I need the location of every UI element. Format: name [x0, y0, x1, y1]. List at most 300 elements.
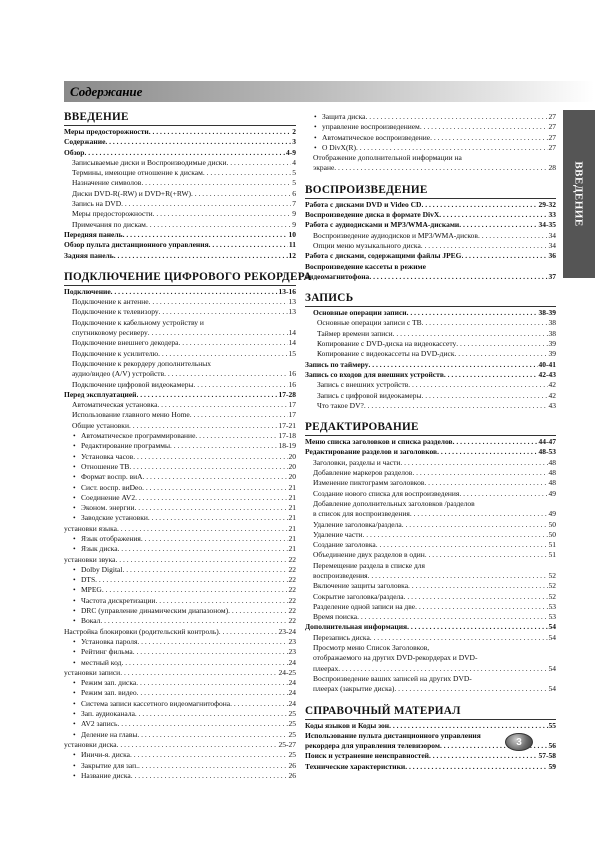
dot-leader: [429, 751, 538, 761]
toc-entry[interactable]: [64, 483, 296, 493]
toc-entry[interactable]: [305, 499, 556, 509]
toc-entry[interactable]: [305, 401, 556, 411]
toc-entry-page: 27: [548, 112, 556, 121]
toc-entry-page: 20: [288, 472, 296, 482]
toc-entry-page: 5: [292, 168, 296, 178]
toc-entry[interactable]: [305, 762, 556, 772]
toc-entry[interactable]: [64, 740, 296, 750]
toc-entry-page: 17-28: [278, 389, 296, 399]
toc-entry-page: 4-9: [286, 147, 296, 157]
toc-entry[interactable]: [64, 390, 296, 400]
toc-entry-page: 24: [288, 678, 296, 688]
toc-entry[interactable]: [64, 127, 296, 137]
toc-entry[interactable]: [305, 153, 556, 163]
toc-entry[interactable]: [64, 637, 296, 647]
toc-entry[interactable]: [64, 761, 296, 771]
toc-entry-title: Диски DVD-R(-RW) и DVD+R(+RW): [72, 188, 192, 198]
toc-entry[interactable]: [305, 581, 556, 591]
toc-entry[interactable]: [64, 441, 296, 451]
toc-entry-page: 17-18: [278, 431, 296, 441]
toc-entry[interactable]: [64, 318, 296, 328]
toc-entry[interactable]: [64, 380, 296, 390]
dot-leader: [133, 647, 288, 657]
toc-entry[interactable]: [305, 272, 556, 282]
toc-entry[interactable]: [305, 380, 556, 390]
toc-entry-page: 25: [288, 709, 296, 719]
toc-entry-title: • Сист. воспр. виDeo: [82, 483, 142, 493]
toc-entry[interactable]: [305, 489, 556, 499]
toc-entry-page: 36: [548, 251, 556, 261]
toc-entry[interactable]: [64, 137, 296, 147]
toc-entry[interactable]: [305, 437, 556, 447]
toc-entry-page: 52: [548, 581, 556, 591]
toc-left-column: [64, 111, 312, 781]
toc-entry[interactable]: [64, 400, 296, 410]
toc-entry-title: установки диска: [64, 739, 117, 749]
toc-entry[interactable]: [64, 616, 296, 626]
toc-entry-title: воспроизведения: [313, 570, 368, 580]
toc-entry-page: 44-47: [538, 437, 556, 447]
toc-entry-title: • Режим зап. диска: [82, 678, 136, 688]
dot-leader: [421, 241, 548, 251]
toc-entry-page: 20: [288, 461, 296, 471]
toc-entry-title: Разделение одной записи на две: [313, 601, 416, 611]
toc-entry[interactable]: [64, 503, 296, 513]
toc-entry[interactable]: [305, 540, 556, 550]
dot-leader: [402, 520, 548, 530]
toc-entry-title: • Автоматическое программирование: [82, 431, 195, 441]
toc-entry-page: 6: [292, 188, 296, 198]
toc-entry[interactable]: [64, 431, 296, 441]
toc-entry-title: • Закрытие для зап.: [82, 761, 138, 771]
dot-leader: [459, 489, 547, 499]
toc-entry[interactable]: [305, 633, 556, 643]
dot-leader: [135, 709, 288, 719]
toc-entry-page: 34: [548, 230, 556, 240]
dot-leader: [114, 251, 288, 261]
toc-entry-title: установки звука: [64, 554, 116, 564]
toc-entry-page: 54: [548, 622, 556, 632]
toc-entry[interactable]: [64, 369, 296, 379]
toc-entry[interactable]: [64, 410, 296, 420]
dot-leader: [408, 581, 547, 591]
toc-entry[interactable]: [64, 627, 296, 637]
toc-entry-title: Удаление заголовка/раздела: [313, 519, 402, 529]
toc-entry[interactable]: [305, 262, 556, 272]
toc-entry-title: Записываемые диски и Воспроизводимые диски: [72, 157, 227, 167]
toc-entry[interactable]: [64, 462, 296, 472]
dot-leader: [137, 730, 287, 740]
dot-leader: [117, 740, 278, 750]
toc-entry-title: Примечания по дискам: [72, 219, 146, 229]
toc-entry-page: 54: [548, 663, 556, 673]
toc-entry[interactable]: [64, 493, 296, 503]
toc-entry-title: • AV2 запись: [82, 719, 117, 729]
dot-leader: [219, 627, 278, 637]
dot-leader: [121, 658, 287, 668]
toc-entry[interactable]: [64, 596, 296, 606]
toc-entry-title: Воспроизведение кассеты в режиме: [305, 261, 426, 271]
toc-entry-page: 22: [288, 585, 296, 595]
toc-entry[interactable]: [305, 339, 556, 349]
section-heading: РЕДАКТИРОВАНИЕ: [305, 421, 556, 436]
dot-leader: [393, 329, 548, 339]
dot-leader: [194, 380, 288, 390]
toc-entry-page: 42-43: [538, 369, 556, 379]
toc-entry-title: • Вокал: [82, 616, 100, 626]
dot-leader: [405, 762, 547, 772]
toc-entry-title: Время поиска: [313, 612, 358, 622]
toc-entry[interactable]: [64, 209, 296, 219]
toc-entry-title: Технические характеристики: [305, 761, 406, 771]
dot-leader: [364, 401, 548, 411]
toc-entry[interactable]: [64, 189, 296, 199]
toc-entry[interactable]: [305, 530, 556, 540]
toc-entry[interactable]: [305, 602, 556, 612]
toc-entry[interactable]: [64, 678, 296, 688]
dot-leader: [459, 220, 537, 230]
toc-entry[interactable]: [64, 555, 296, 565]
toc-entry[interactable]: [305, 674, 556, 684]
toc-entry-page: 51: [548, 550, 556, 560]
dot-leader: [356, 143, 548, 153]
section-heading: ВВЕДЕНИЕ: [64, 111, 296, 126]
toc-entry-page: 16: [288, 379, 296, 389]
dot-leader: [425, 550, 548, 560]
toc-entry-title: • Язык диска: [82, 544, 118, 554]
toc-entry-title: Основные операции записи с ТВ: [317, 318, 422, 328]
side-tab-label: ВВЕДЕНИЕ: [573, 161, 585, 227]
dot-leader: [389, 721, 547, 731]
toc-entry-page: 54: [548, 684, 556, 694]
toc-entry[interactable]: [305, 520, 556, 530]
toc-entry-title: Таймер времени записи: [317, 328, 393, 338]
toc-entry-title: • Название диска: [82, 771, 131, 781]
toc-entry[interactable]: [305, 509, 556, 519]
toc-entry-page: 26: [288, 760, 296, 770]
toc-entry-page: 25-27: [278, 739, 296, 749]
toc-entry[interactable]: [64, 699, 296, 709]
dot-leader: [129, 462, 287, 472]
toc-entry[interactable]: [305, 684, 556, 694]
toc-entry-title: Запись с цифровой видеокамеры: [317, 390, 422, 400]
toc-entry-title: Общие установки: [72, 420, 129, 430]
toc-entry-title: • Формат воспр. виА: [82, 472, 143, 482]
toc-entry-page: 42: [548, 380, 556, 390]
toc-entry[interactable]: [64, 240, 296, 250]
toc-entry-page: 50: [548, 519, 556, 529]
toc-entry-page: 12: [288, 250, 296, 260]
toc-entry-page: 52: [548, 591, 556, 601]
toc-entry[interactable]: [305, 231, 556, 241]
toc-entry-page: 43: [548, 400, 556, 410]
toc-entry-page: 24: [288, 698, 296, 708]
toc-entry[interactable]: [64, 297, 296, 307]
toc-entry[interactable]: [64, 421, 296, 431]
toc-entry-page: 13-16: [278, 286, 296, 296]
toc-entry[interactable]: [64, 668, 296, 678]
toc-entry-page: 21: [288, 523, 296, 533]
toc-entry[interactable]: [64, 338, 296, 348]
toc-entry[interactable]: [305, 163, 556, 173]
toc-entry[interactable]: [64, 688, 296, 698]
toc-entry-page: 21: [288, 544, 296, 554]
toc-entry[interactable]: [305, 478, 556, 488]
toc-entry[interactable]: [64, 328, 296, 338]
toc-entry-page: 13: [288, 297, 296, 307]
dot-leader: [95, 575, 287, 585]
toc-entry-title: • Язык отображения: [82, 534, 141, 544]
toc-entry[interactable]: [64, 750, 296, 760]
toc-entry-title: Добавление маркеров разделов: [313, 468, 413, 478]
toc-entry-page: 53: [548, 601, 556, 611]
toc-entry-title: Основные операции записи: [313, 308, 407, 318]
dot-leader: [122, 565, 287, 575]
toc-entry-page: 26: [288, 770, 296, 780]
toc-entry-page: 34-35: [538, 220, 556, 230]
toc-entry[interactable]: [64, 199, 296, 209]
section-heading: ВОСПРОИЗВЕДЕНИЕ: [305, 184, 556, 199]
toc-entry[interactable]: [64, 513, 296, 523]
toc-entry[interactable]: [64, 220, 296, 230]
toc-entry[interactable]: [305, 251, 556, 261]
toc-entry-page: 17-21: [278, 420, 296, 430]
toc-entry-title: Подключение внешнего декодера: [72, 338, 179, 348]
toc-entry-title: Поиск и устранение неисправностей: [305, 751, 429, 761]
dot-leader: [170, 441, 278, 451]
toc-entry[interactable]: [305, 664, 556, 674]
dot-leader: [130, 750, 288, 760]
toc-entry[interactable]: [305, 622, 556, 632]
toc-entry-page: 55: [548, 720, 556, 730]
toc-entry[interactable]: [305, 133, 556, 143]
toc-entry-page: 40-41: [538, 359, 556, 369]
toc-entry-title: плеерах (закрытие диска): [313, 684, 395, 694]
toc-entry[interactable]: [305, 653, 556, 663]
toc-entry-page: 21: [288, 503, 296, 513]
toc-entry-title: Заголовки, разделы и части: [313, 457, 401, 467]
toc-entry[interactable]: [305, 458, 556, 468]
toc-entry-title: Подключение цифровой видеокамеры: [72, 379, 194, 389]
toc-entry-title: Добавление дополнительных заголовков /разделов: [313, 498, 475, 508]
toc-entry-page: 10: [288, 229, 296, 239]
toc-entry-title: • местный код: [82, 658, 121, 668]
toc-entry-page: 49: [548, 509, 556, 519]
toc-entry-page: 15: [288, 348, 296, 358]
toc-entry-title: Работа с дисками, содержащими файлы JPEG: [305, 251, 462, 261]
toc-entry-title: • Dolby Digital: [82, 565, 122, 575]
toc-entry[interactable]: [64, 472, 296, 482]
toc-entry-title: • Режим зап. видео: [82, 688, 137, 698]
dot-leader: [421, 200, 537, 210]
toc-entry[interactable]: [305, 751, 556, 761]
toc-entry[interactable]: [64, 251, 296, 261]
toc-entry-page: 54: [548, 632, 556, 642]
toc-entry-title: • Редактирование программы: [82, 441, 170, 451]
dot-leader: [138, 761, 288, 771]
toc-entry-title: Запись со входов для внешних устройств: [305, 369, 444, 379]
toc-entry-title: Содержание: [64, 137, 106, 147]
dot-leader: [420, 122, 548, 132]
toc-entry[interactable]: [64, 452, 296, 462]
toc-entry-title: • Соединение AV2: [82, 493, 135, 503]
toc-entry-page: 23-24: [278, 626, 296, 636]
toc-entry-page: 9: [292, 209, 296, 219]
toc-entry[interactable]: [305, 391, 556, 401]
dot-leader: [117, 719, 287, 729]
toc-entry-page: 21: [288, 533, 296, 543]
toc-entry[interactable]: [64, 565, 296, 575]
page-number-badge: 3: [505, 733, 533, 751]
toc-entry-title: Меры предосторожности: [64, 127, 149, 136]
toc-entry-page: 16: [288, 369, 296, 379]
toc-entry-title: спутниковому ресиверу: [72, 328, 148, 338]
dot-leader: [400, 458, 547, 468]
toc-entry-page: 28: [548, 163, 556, 173]
toc-entry-page: 25: [288, 729, 296, 739]
toc-entry-page: 22: [288, 554, 296, 564]
toc-entry-title: Использование пульта дистанционного управления: [305, 730, 481, 740]
toc-entry-page: 51: [548, 540, 556, 550]
section-heading: ПОДКЛЮЧЕНИЕ ЦИФРОВОГО РЕКОРДЕРА: [64, 271, 296, 286]
toc-entry[interactable]: [64, 658, 296, 668]
toc-entry[interactable]: [64, 287, 296, 297]
toc-entry-title: Автоматическая установка: [72, 400, 158, 410]
toc-entry-page: 49: [548, 488, 556, 498]
toc-entry[interactable]: [64, 544, 296, 554]
toc-entry-page: 22: [288, 616, 296, 626]
section-heading: ЗАПИСЬ: [305, 292, 556, 307]
toc-entry[interactable]: [305, 220, 556, 230]
toc-entry-list: [305, 437, 556, 694]
dot-leader: [155, 596, 287, 606]
toc-entry[interactable]: [64, 178, 296, 188]
toc-entry[interactable]: [305, 571, 556, 581]
toc-entry[interactable]: [305, 308, 556, 318]
dot-leader: [370, 633, 548, 643]
dot-leader: [407, 308, 538, 318]
toc-entry[interactable]: [64, 647, 296, 657]
toc-entry[interactable]: [305, 561, 556, 571]
dot-leader: [424, 478, 547, 488]
toc-entry[interactable]: [64, 585, 296, 595]
toc-entry[interactable]: [305, 550, 556, 560]
toc-entry[interactable]: [305, 612, 556, 622]
toc-entry-title: Копирование с видеокассеты на DVD-диск: [317, 349, 455, 359]
toc-entry-title: Коды языков и Коды зон: [305, 720, 390, 730]
dot-leader: [84, 148, 285, 158]
toc-entry[interactable]: [305, 468, 556, 478]
toc-entry[interactable]: [64, 349, 296, 359]
dot-leader: [115, 555, 287, 565]
toc-entry[interactable]: [305, 329, 556, 339]
toc-entry[interactable]: [64, 719, 296, 729]
toc-entry[interactable]: [305, 370, 556, 380]
toc-entry[interactable]: [64, 158, 296, 168]
toc-entry-page: 29-32: [538, 199, 556, 209]
toc-entry-page: 18-19: [278, 441, 296, 451]
dot-leader: [131, 771, 288, 781]
section-side-tab: [563, 110, 595, 278]
toc-entry-title: • Деление на главы: [82, 730, 137, 740]
toc-entry-page: 9: [292, 219, 296, 229]
toc-entry[interactable]: [64, 168, 296, 178]
toc-entry-page: 20: [288, 451, 296, 461]
toc-entry-page: 56: [548, 741, 556, 751]
toc-entry-title: Копирование с DVD-диска на видеокассету: [317, 339, 457, 349]
toc-entry[interactable]: [64, 771, 296, 781]
toc-entry-page: 37: [548, 271, 556, 281]
toc-entry[interactable]: [305, 200, 556, 210]
toc-entry[interactable]: [305, 241, 556, 251]
toc-entry-page: 50: [548, 529, 556, 539]
toc-entry-title: • DTS: [82, 575, 95, 585]
toc-entry[interactable]: [64, 230, 296, 240]
toc-entry[interactable]: [64, 534, 296, 544]
toc-entry[interactable]: [64, 730, 296, 740]
toc-entry-page: 39: [548, 339, 556, 349]
toc-entry-page: 22: [288, 606, 296, 616]
toc-entry[interactable]: [305, 122, 556, 132]
dot-leader: [148, 328, 288, 338]
toc-entry[interactable]: [305, 210, 556, 220]
toc-entry[interactable]: [305, 318, 556, 328]
dot-leader: [368, 360, 537, 370]
toc-entry-title: • Заводские установки: [82, 513, 148, 523]
toc-entry-page: 33: [548, 210, 556, 220]
dot-leader: [191, 189, 291, 199]
toc-entry[interactable]: [64, 575, 296, 585]
toc-entry[interactable]: [305, 447, 556, 457]
toc-entry-title: • Автоматическое воспроизведение: [323, 133, 430, 143]
toc-entry[interactable]: [64, 709, 296, 719]
toc-entry[interactable]: [305, 643, 556, 653]
toc-entry-page: 27: [548, 122, 556, 132]
toc-entry-title: отображаемого на других DVD-рекордерах и DVD-: [313, 653, 478, 663]
toc-entry-page: 23: [288, 647, 296, 657]
toc-entry-page: 52: [548, 570, 556, 580]
toc-entry[interactable]: [305, 349, 556, 359]
dot-leader: [178, 338, 287, 348]
toc-entry-title: плеерах: [313, 663, 339, 673]
toc-entry[interactable]: [64, 524, 296, 534]
toc-entry[interactable]: [64, 307, 296, 317]
toc-entry[interactable]: [305, 360, 556, 370]
dot-leader: [143, 472, 288, 482]
toc-entry-page: 59: [548, 761, 556, 771]
dot-leader: [394, 684, 547, 694]
toc-entry-page: 25: [288, 750, 296, 760]
toc-entry-list: [305, 308, 556, 411]
toc-entry-page: 38: [548, 328, 556, 338]
toc-entry-page: 21: [288, 482, 296, 492]
toc-entry[interactable]: [305, 592, 556, 602]
toc-entry[interactable]: [64, 606, 296, 616]
toc-entry[interactable]: [305, 143, 556, 153]
toc-entry[interactable]: [305, 721, 556, 731]
toc-entry[interactable]: [64, 148, 296, 158]
toc-entry-page: 48: [548, 457, 556, 467]
dot-leader: [190, 410, 288, 420]
dot-leader: [410, 509, 548, 519]
toc-entry[interactable]: [305, 112, 556, 122]
dot-leader: [117, 524, 288, 534]
dot-leader: [195, 431, 277, 441]
dot-leader: [123, 230, 288, 240]
toc-entry-page: 14: [288, 338, 296, 348]
toc-entry-page: 13: [288, 307, 296, 317]
toc-entry[interactable]: [64, 359, 296, 369]
